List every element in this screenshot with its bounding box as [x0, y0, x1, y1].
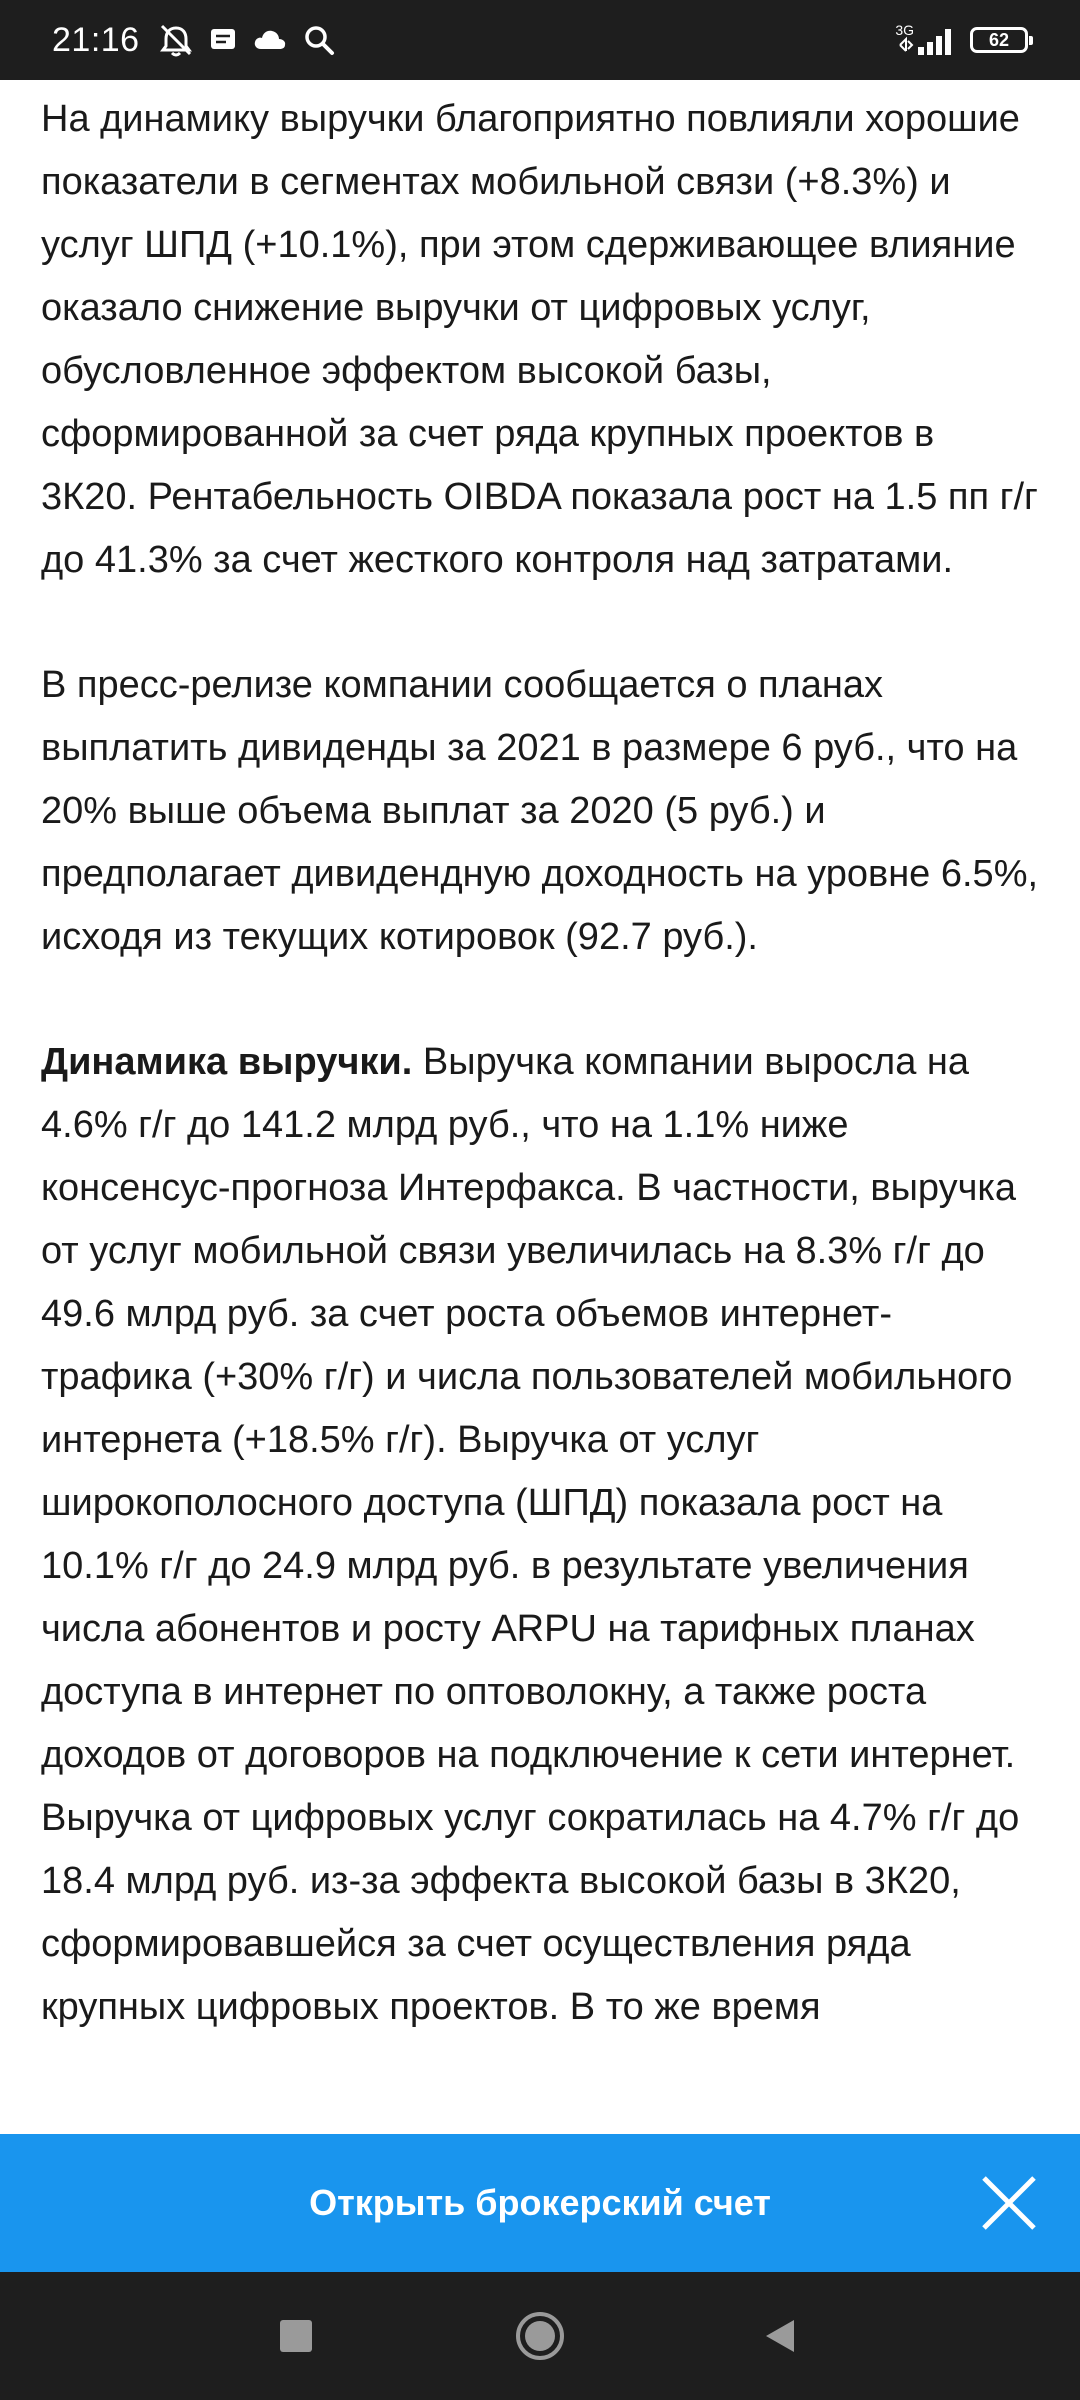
alarm-off-icon	[158, 22, 194, 58]
revenue-dynamics-text: Выручка компании выросла на 4.6% г/г до 141.2 млрд руб., что на 1.1% ниже консенсус-прогноза Интерфакса. В частности, выручка от услуг мобильной связи увеличилась на 8.3% г/г до 49.6 млрд руб. за счет роста объемов интернет-трафика (+30% г/г) и числа пользователей мобильного интернета (+18.5% г/г). Выручка от услуг широкополосного доступа (ШПД) показала рост на 10.1% г/г до 24.9 млрд руб. в результате увеличения числа абонентов и росту ARPU на тарифных планах доступа в интернет по оптоволокну, а также роста доходов от договоров на подключение к сети интернет. Выручка от цифровых услуг сократилась на 4.7% г/г до 18.4 млрд руб. из-за эффекта высокой базы в 3К20, сформировавшейся за счет осуществления ряда крупных цифровых проектов. В то же время	[41, 1041, 1020, 2028]
cloud-icon	[252, 25, 288, 55]
message-icon	[208, 25, 238, 55]
battery-icon	[970, 27, 1028, 53]
status-right	[895, 23, 1028, 57]
article-paragraph-3	[41, 1031, 1040, 2039]
revenue-dynamics-heading: Динамика выручки.	[41, 1041, 413, 1083]
search-icon	[302, 23, 336, 57]
open-brokerage-account-button[interactable]: Открыть брокерский счет	[309, 2182, 771, 2223]
article-body	[0, 80, 1080, 2134]
battery-level: 62	[988, 29, 1010, 50]
home-circle-icon[interactable]	[480, 2272, 600, 2400]
open-brokerage-account-banner[interactable]	[0, 2134, 1080, 2272]
article-paragraph-1: На динамику выручки благоприятно повлияли хорошие показатели в сегментах мобильной связи (+8.3%) и услуг ШПД (+10.1%), при этом сдерживающее влияние оказало снижение выручки от цифровых услуг, обусловленное эффектом высокой базы, сформированной за счет ряда крупных проектов в 3К20. Рентабельность OIBDA показала рост на 1.5 пп г/г до 41.3% за счет жесткого контроля над затратами.	[41, 98, 1038, 581]
article-paragraph-2: В пресс-релизе компании сообщается о планах выплатить дивиденды за 2021 в размере 6 руб., что на 20% выше объема выплат за 2020 (5 руб.) и предполагает дивидендную доходность на уровне 6.5%, исходя из текущих котировок (92.7 руб.).	[41, 664, 1039, 958]
system-navigation-bar	[0, 2272, 1080, 2400]
network-type: 3G	[895, 22, 914, 38]
status-time: 21:16	[52, 20, 140, 59]
recents-square-icon[interactable]	[236, 2272, 356, 2400]
status-bar	[0, 0, 1080, 80]
close-icon[interactable]	[978, 2172, 1040, 2234]
back-triangle-icon[interactable]	[720, 2272, 840, 2400]
